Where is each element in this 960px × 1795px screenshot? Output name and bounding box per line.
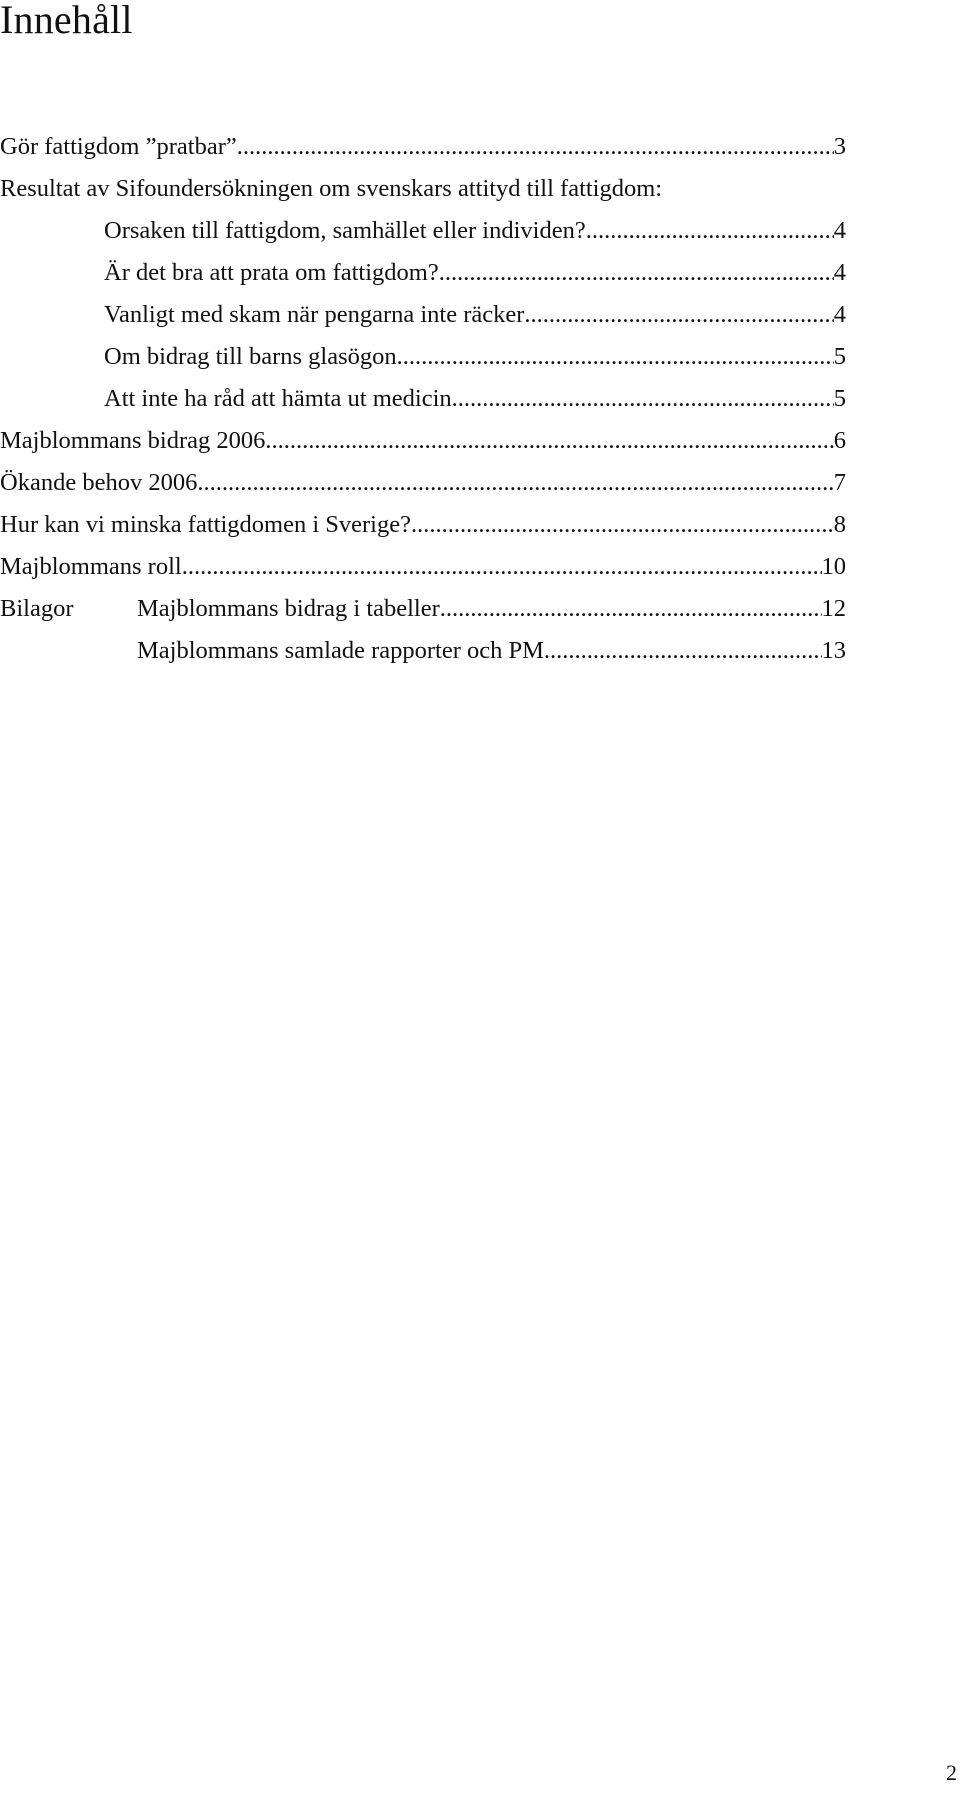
toc-page-number: 7 (833, 469, 846, 496)
toc-entry-medicin[interactable] (0, 382, 846, 416)
toc-dot-leader (197, 466, 833, 500)
toc-dot-leader (265, 424, 833, 458)
toc-dot-leader (586, 214, 834, 248)
toc-dot-leader (544, 634, 822, 668)
toc-entry-text: Majblommans roll (0, 553, 182, 580)
toc-entry-text: Gör fattigdom ”pratbar” (0, 133, 237, 160)
toc-entry-majblommans-bidrag-2006[interactable] (0, 424, 846, 458)
toc-entry-text: Vanligt med skam när pengarna inte räcker (104, 301, 525, 328)
toc-page-number: 5 (833, 343, 846, 370)
toc-entry-text: Majblommans samlade rapporter och PM (137, 637, 544, 664)
toc-dot-leader (439, 256, 834, 290)
toc-entry-minska-fattigdomen[interactable] (0, 508, 846, 542)
toc-entry-resultat-heading[interactable] (0, 172, 846, 206)
toc-entry-prata-om-fattigdom[interactable] (0, 256, 846, 290)
toc-page-number: 4 (833, 259, 846, 286)
bilagor-label: Bilagor (0, 595, 74, 622)
toc-entry-text: Om bidrag till barns glasögon (104, 343, 397, 370)
toc-entry-text: Resultat av Sifoundersökningen om svenskars attityd till fattigdom: (0, 175, 663, 202)
toc-entry-okande-behov[interactable] (0, 466, 846, 500)
toc-entry-text: Majblommans bidrag 2006 (0, 427, 266, 454)
toc-entry-gor-fattigdom-pratbar[interactable] (0, 130, 846, 164)
toc-entry-om-bidrag-glasogon[interactable] (0, 340, 846, 374)
toc-dot-leader (182, 550, 822, 584)
toc-entry-text: Majblommans bidrag i tabeller (137, 595, 440, 622)
toc-entry-text: Orsaken till fattigdom, samhället eller individen? (104, 217, 586, 244)
toc-entry-text: Hur kan vi minska fattigdomen i Sverige? (0, 511, 411, 538)
toc-entry-samlade-rapporter[interactable] (0, 634, 846, 668)
page-title: Innehåll (0, 0, 133, 42)
toc-dot-leader (397, 340, 834, 374)
toc-entry-text: Att inte ha råd att hämta ut medicin (104, 385, 452, 412)
toc-dot-leader (524, 298, 833, 332)
toc-dot-leader (237, 130, 834, 164)
toc-page-number: 13 (821, 637, 846, 664)
toc-page-number: 10 (821, 553, 846, 580)
toc-page-number: 4 (833, 217, 846, 244)
toc-page-number: 4 (833, 301, 846, 328)
toc-dot-leader (452, 382, 834, 416)
toc-page-number: 5 (833, 385, 846, 412)
toc-entry-bidrag-i-tabeller[interactable] (0, 592, 846, 626)
toc-dot-leader (411, 508, 834, 542)
toc-page-number: 12 (821, 595, 846, 622)
toc-entry-vanligt-med-skam[interactable] (0, 298, 846, 332)
toc-entry-text: Ökande behov 2006 (0, 469, 198, 496)
toc-entry-orsaken[interactable] (0, 214, 846, 248)
toc-entry-text: Är det bra att prata om fattigdom? (104, 259, 439, 286)
page-number: 2 (946, 1761, 957, 1785)
toc-page-number: 3 (833, 133, 846, 160)
toc-page-number: 8 (833, 511, 846, 538)
toc-dot-leader (440, 592, 822, 626)
toc-page-number: 6 (833, 427, 846, 454)
toc-entry-majblommans-roll[interactable] (0, 550, 846, 584)
